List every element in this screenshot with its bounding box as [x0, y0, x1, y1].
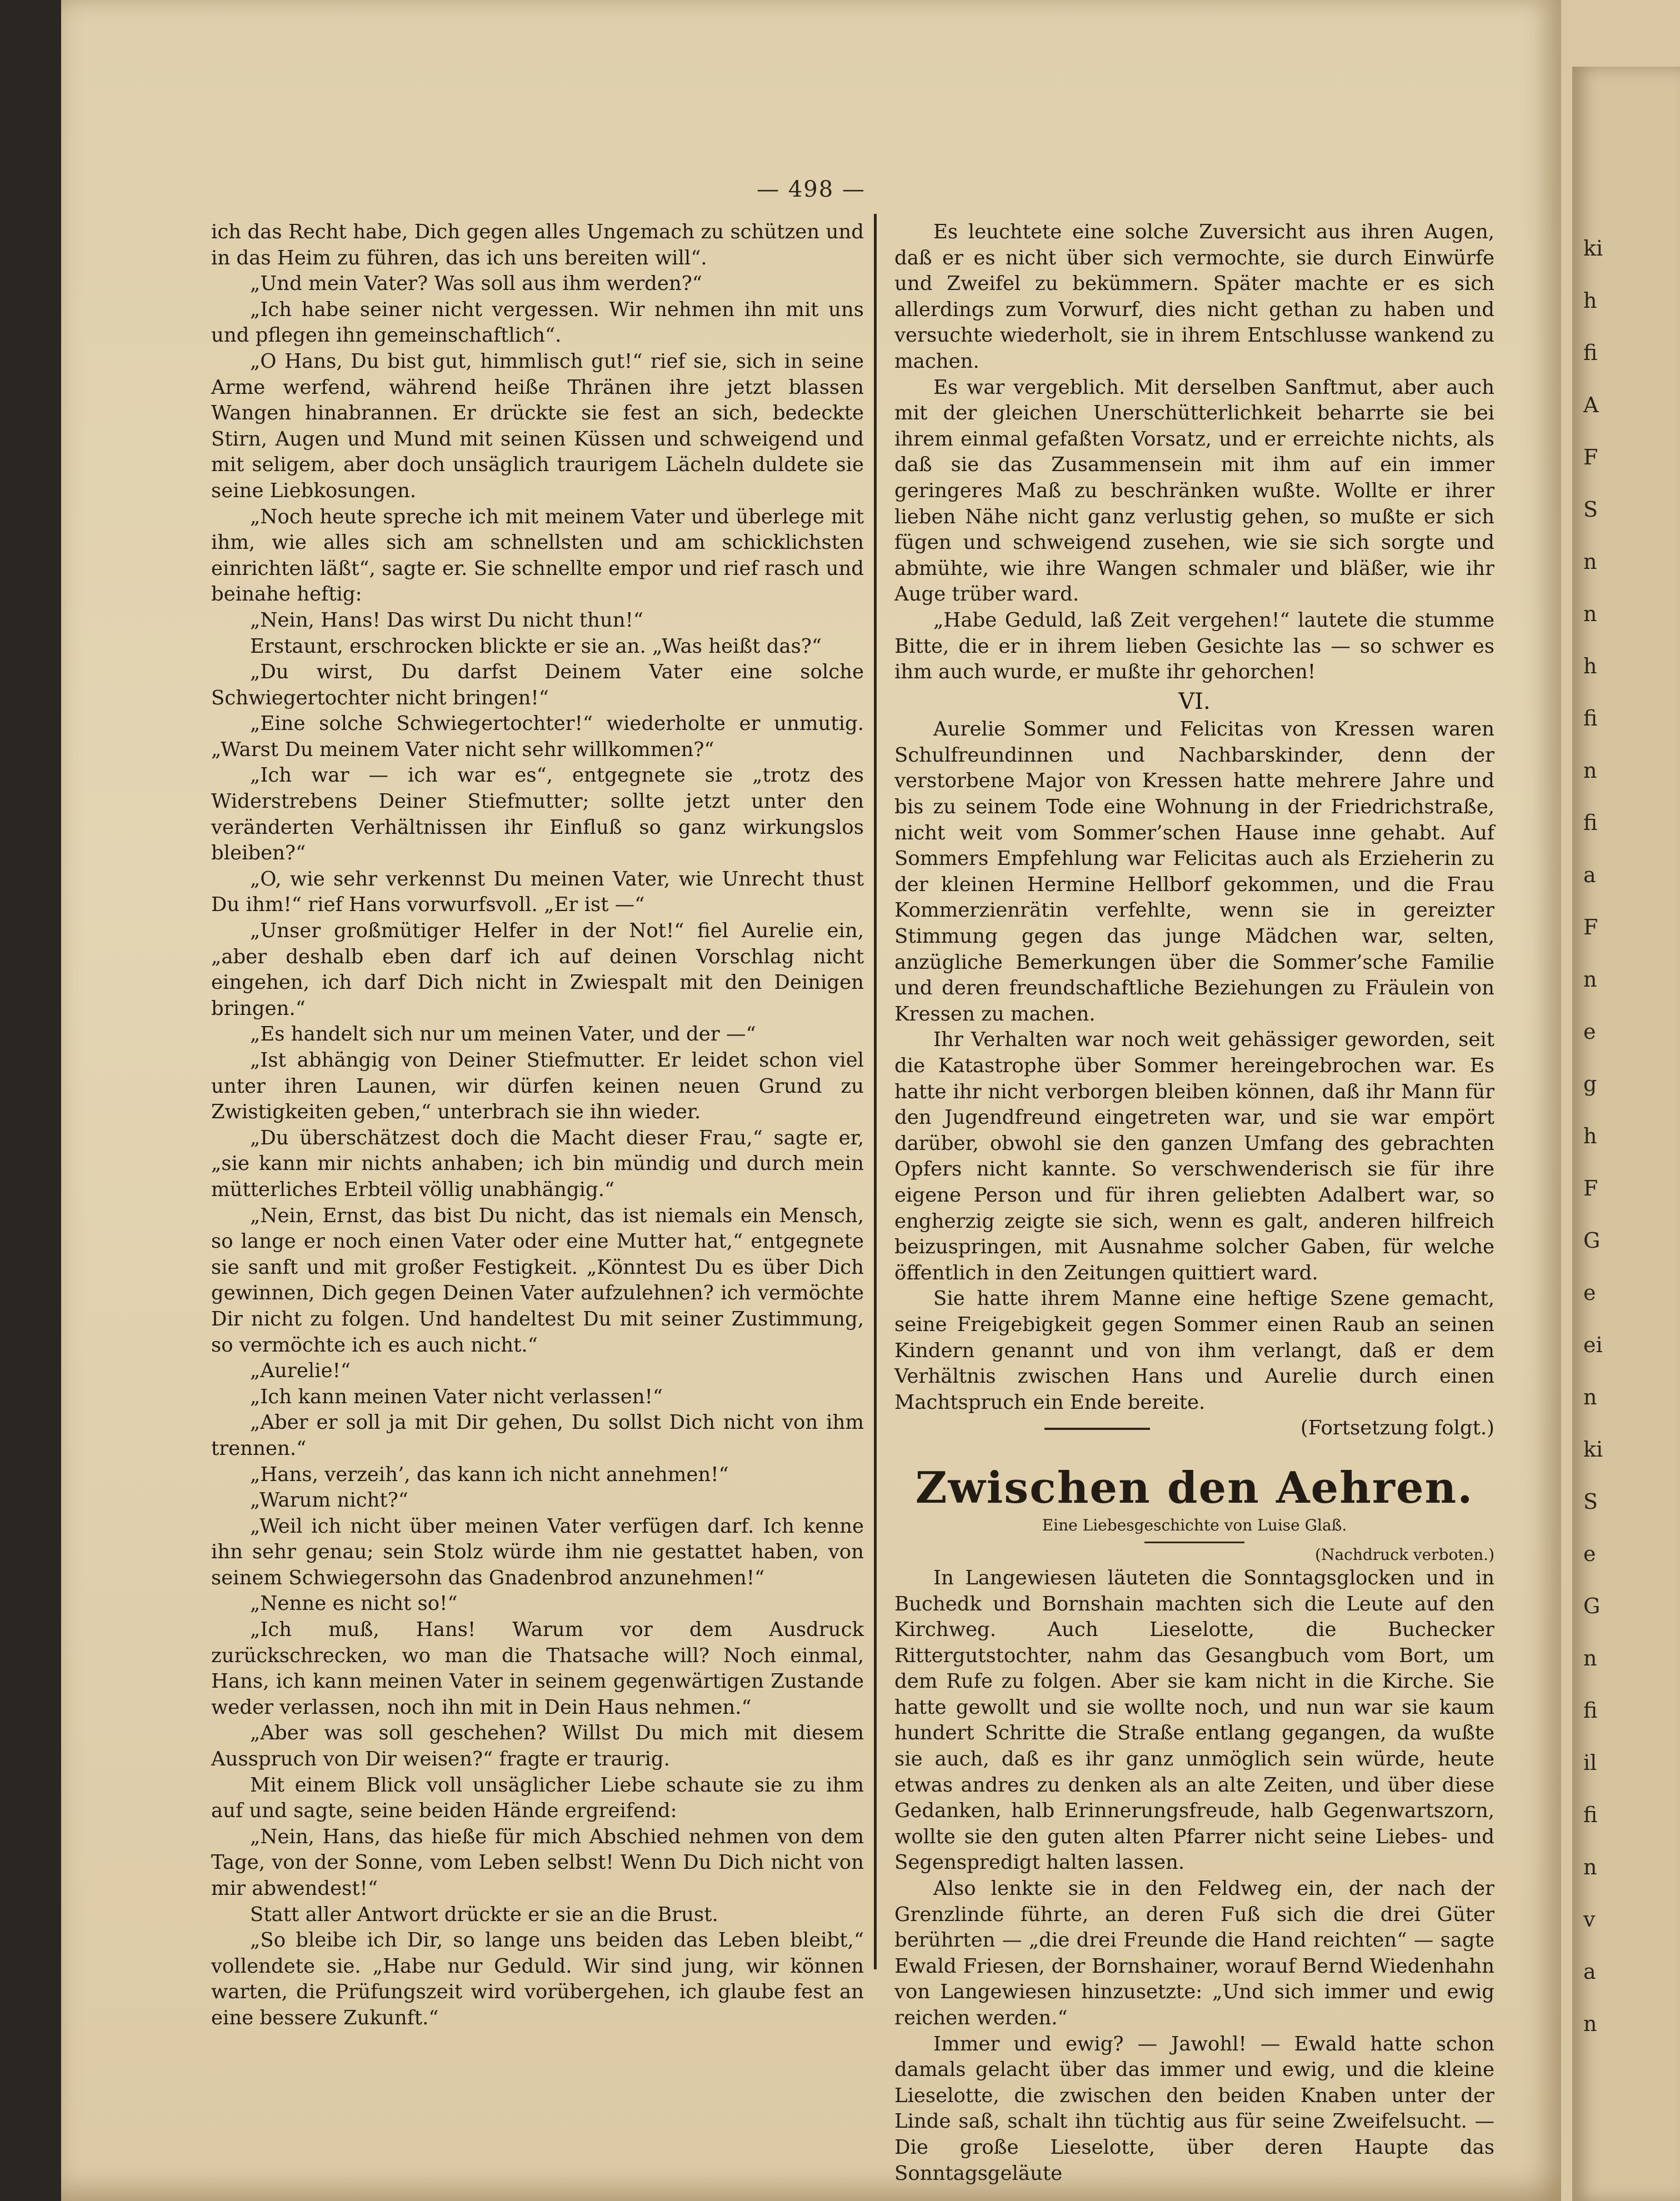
- paragraph: „Ich kann meinen Vater nicht verlassen!“: [250, 1385, 663, 1408]
- paragraph: „So bleibe ich Dir, so lange uns beiden das Leben bleibt,“ vollendete sie. „Habe nur Geduld. Wir sind jung, wir können warten, die Prüfungszeit wird vorübergehen, ich glaube fest an eine bessere Zukunft.“: [211, 1929, 864, 2029]
- paragraph: „Habe Geduld, laß Zeit vergehen!“ lautete die stumme Bitte, die er in ihrem lieben Gesichte las — so schwer es ihm auch wurde, er mußte ihr gehorchen!: [894, 608, 1494, 684]
- adjacent-page-fragment: S: [1583, 497, 1598, 522]
- adjacent-page-fragment: n: [1583, 1646, 1597, 1670]
- adjacent-page-fragment: F: [1583, 1176, 1598, 1200]
- adjacent-page-fragment: n: [1583, 967, 1597, 992]
- adjacent-page-fragment: ki: [1583, 236, 1603, 261]
- adjacent-page-fragment: v: [1583, 1907, 1596, 1932]
- paragraph: Mit einem Blick voll unsäglicher Liebe schaute sie zu ihm auf und sagte, seine beiden Hände ergreifend:: [211, 1773, 864, 1823]
- adjacent-page-fragment: n: [1583, 758, 1597, 783]
- story-body: [894, 1565, 1494, 2187]
- story-subtitle: Eine Liebesgeschichte von Luise Glaß.: [1042, 1515, 1347, 1534]
- adjacent-page-fragment: S: [1583, 1489, 1598, 1514]
- story-title: Zwischen den Aehren.: [915, 1462, 1474, 1513]
- paragraph: „Aber er soll ja mit Dir gehen, Du sollst Dich nicht von ihm trennen.“: [211, 1411, 864, 1460]
- paragraph: „Ist abhängig von Deiner Stiefmutter. Er leidet schon viel unter ihren Launen, wir dürfen keinen neuen Grund zu Zwistigkeiten geben,“ unterbrach sie ihn wieder.: [211, 1049, 864, 1124]
- adjacent-page-fragment: n: [1583, 1855, 1597, 1879]
- right-column: [894, 219, 1494, 2187]
- paragraph: Ihr Verhalten war noch weit gehässiger geworden, seit die Katastrophe über Sommer hereingebrochen war. Es hatte ihr nicht verborgen bleiben können, daß ihr Mann für den Jugendfreund eingetreten war, und sie war empört darüber, obwohl sie den ganzen Umfang des gebrachten Opfers nicht kannte. So verschwenderisch sie für ihre eigene Person und für ihren geliebten Adalbert war, so engherzig zeigte sie sich, wenn es galt, anderen hilfreich beizuspringen, mit Ausnahme solcher Gaben, für welche öffentlich in den Zeitungen quittiert ward.: [894, 1028, 1494, 1284]
- adjacent-page-fragment: fi: [1583, 341, 1598, 365]
- adjacent-page-fragment: e: [1583, 1280, 1596, 1305]
- adjacent-page-fragment: G: [1583, 1594, 1601, 1618]
- column-divider: [874, 214, 877, 1969]
- page-sheet: [61, 0, 1561, 2201]
- paragraph: „Ich war — ich war es“, entgegnete sie „trotz des Widerstrebens Deiner Stiefmutter; sollte jetzt unter den veränderten Verhältnissen ihr Einfluß so ganz wirkungslos bleiben?“: [211, 764, 864, 865]
- paragraph: „O, wie sehr verkennst Du meinen Vater, wie Unrecht thust Du ihm!“ rief Hans vorwurfsvoll. „Er ist —“: [211, 867, 864, 917]
- page-number: — 498 —: [757, 177, 866, 202]
- paragraph: In Langewiesen läuteten die Sonntagsglocken und in Buchedk und Bornshain machten sich die Leute auf den Kirchweg. Auch Lieselotte, die Buchecker Rittergutstochter, nahm das Gesangbuch vom Bort, um dem Rufe zu folgen. Aber sie kam nicht in die Kirche. Sie hatte gewollt und sie wollte noch, und nun war sie kaum hundert Schritte die Straße entlang gegangen, da wußte sie auch, daß es ihr ganz unmöglich sein würde, heute etwas andres zu denken als an alte Zeiten, und über diese Gedanken, halb Erinnerungsfreude, halb Gegenwartszorn, wollte sie den guten alten Pfarrer nicht seine Liebes- und Segenspredigt halten lassen.: [894, 1566, 1494, 1874]
- paragraph: „Nenne es nicht so!“: [250, 1592, 458, 1615]
- continuation-note: (Fortsetzung folgt.): [1300, 1417, 1494, 1440]
- paragraph: Statt aller Antwort drückte er sie an die Brust.: [250, 1903, 718, 1926]
- paragraph: „Nein, Hans, das hieße für mich Abschied nehmen von dem Tage, von der Sonne, vom Leben selbst! Wenn Du Dich nicht von mir abwendest!“: [211, 1825, 864, 1900]
- paragraph: Es war vergeblich. Mit derselben Sanftmut, aber auch mit der gleichen Unerschütterlichkeit beharrte sie bei ihrem einmal gefaßten Vorsatz, und er erreichte nichts, als daß sie das Zusammensein mit ihm auf ein immer geringeres Maß zu beschränken wußte. Wollte er ihrer lieben Nähe nicht ganz verlustig gehen, so mußte er sich fügen und schweigend zusehen, wie sie sich sorgte und abmühte, wie ihre Wangen schmaler und bläßer, wie ihr Auge trüber ward.: [894, 376, 1494, 606]
- adjacent-page-fragment: F: [1583, 915, 1598, 939]
- adjacent-page-fragment: n: [1583, 549, 1597, 574]
- paragraph: „Unser großmütiger Helfer in der Not!“ fiel Aurelie ein, „aber deshalb eben darf ich auf deinen Vorschlag nicht eingehen, ich darf Dich nicht in Zwiespalt mit den Deinigen bringen.“: [211, 919, 864, 1020]
- section-number: VI.: [1178, 688, 1211, 714]
- adjacent-page-fragment: fi: [1583, 811, 1598, 835]
- reprint-notice: (Nachdruck verboten.): [1315, 1545, 1494, 1564]
- adjacent-page-fragment: h: [1583, 288, 1597, 313]
- paragraph: „Eine solche Schwiegertochter!“ wiederholte er unmutig. „Warst Du meinem Vater nicht sehr willkommen?“: [211, 712, 864, 761]
- paragraph: „Hans, verzeih’, das kann ich nicht annehmen!“: [250, 1463, 729, 1486]
- adjacent-page-fragment: h: [1583, 654, 1597, 678]
- paragraph: Sie hatte ihrem Manne eine heftige Szene gemacht, seine Freigebigkeit gegen Sommer einen Raub an seinen Kindern genannt und von ihm verlangt, daß er dem Verhältnis zwischen Hans und Aurelie durch einen Machtspruch ein Ende bereite.: [894, 1287, 1494, 1414]
- adjacent-page-fragment: F: [1583, 445, 1598, 469]
- paragraph: „Nein, Ernst, das bist Du nicht, das ist niemals ein Mensch, so lange er noch einen Vater oder eine Mutter hat,“ entgegnete sie sanft und mit großer Festigkeit. „Könntest Du es über Dich gewinnen, Dich gegen Deinen Vater aufzulehnen? ich vermöchte Dir nicht zu folgen. Und handeltest Du mit seiner Zustimmung, so vermöchte ich es auch nicht.“: [211, 1204, 864, 1357]
- paragraph: „Nein, Hans! Das wirst Du nicht thun!“: [250, 608, 644, 632]
- right-column-top-text: [894, 219, 1494, 686]
- paragraph: „Noch heute spreche ich mit meinem Vater und überlege mit ihm, wie alles sich am schnellsten und am schicklichsten einrichten läßt“, sagte er. Sie schnellte empor und rief rasch und beinahe heftig:: [211, 505, 864, 606]
- adjacent-page-fragment: fi: [1583, 706, 1598, 731]
- adjacent-page-fragment: A: [1583, 393, 1599, 417]
- continuation-line: [894, 1415, 1494, 1442]
- adjacent-page-fragment: e: [1583, 1542, 1596, 1566]
- paragraph: „Du überschätzest doch die Macht dieser Frau,“ sagte er, „sie kann mir nichts anhaben; ich bin mündig und durch mein mütterliches Erbteil völlig unabhängig.“: [211, 1126, 864, 1201]
- paragraph: „Du wirst, Du darfst Deinem Vater eine solche Schwiegertochter nicht bringen!“: [211, 661, 864, 709]
- adjacent-page-fragment: ei: [1583, 1333, 1603, 1357]
- paragraph: Aurelie Sommer und Felicitas von Kressen waren Schulfreundinnen und Nachbarskinder, denn der verstorbene Major von Kressen hatte mehrere Jahre und bis zu seinem Tode eine Wohnung in der Friedrichstraße, nicht weit vom Sommer’schen Hause inne gehabt. Auf Sommers Empfehlung war Felicitas auch als Erzieherin zu der kleinen Hermine Hellborf gekommen, und die Frau Kommerzienrätin verfehlte, wenn sie in gereizter Stimmung gegen das junge Mädchen war, selten, anzügliche Bemerkungen über die Sommer’sche Familie und deren freundschaftliche Beziehungen zu Fräulein von Kressen zu machen.: [894, 718, 1494, 1026]
- paragraph: „Ich muß, Hans! Warum vor dem Ausdruck zurückschrecken, wo man die Thatsache will? Noch einmal, Hans, ich kann meinen Vater in seinem gegenwärtigen Zustande weder verlassen, noch ihn mit in Dein Haus nehmen.“: [211, 1618, 864, 1719]
- paragraph: Immer und ewig? — Jawohl! — Ewald hatte schon damals gelacht über das immer und ewig, und die kleine Lieselotte, die zwischen den beiden Knaben unter der Linde saß, schalt ihn tüchtig aus für seine Zweifelsucht. — Die große Lieselotte, über deren Haupte das Sonntagsgeläute: [894, 2032, 1494, 2185]
- short-rule: [1044, 1428, 1150, 1430]
- paragraph: „Weil ich nicht über meinen Vater verfügen darf. Ich kenne ihn sehr genau; sein Stolz würde ihm nie gestattet haben, von seinem Schwiegersohn das Gnadenbrod anzunehmen!“: [211, 1514, 864, 1589]
- adjacent-page-fragment: fi: [1583, 1698, 1598, 1723]
- adjacent-page-fragment: G: [1583, 1228, 1601, 1253]
- paragraph: ich das Recht habe, Dich gegen alles Ungemach zu schützen und in das Heim zu führen, das ich uns bereiten will“.: [211, 221, 864, 269]
- adjacent-page-fragment: n: [1583, 602, 1597, 626]
- paragraph: Erstaunt, erschrocken blickte er sie an. „Was heißt das?“: [250, 634, 822, 658]
- paragraph: „Es handelt sich nur um meinen Vater, und der —“: [250, 1023, 756, 1046]
- adjacent-page-edge: [1572, 67, 1680, 2201]
- paragraph: „Ich habe seiner nicht vergessen. Wir nehmen ihn mit uns und pflegen ihn gemeinschaftlich“.: [211, 298, 864, 347]
- adjacent-page-fragment: ki: [1583, 1437, 1603, 1462]
- paragraph: Es leuchtete eine solche Zuversicht aus ihren Augen, daß er es nicht über sich vermochte, sie durch Einwürfe und Zweifel zu bekümmern. Später machte er es sich allerdings zum Vorwurf, dies nicht gethan zu haben und versuchte wiederholt, sie in ihrem Entschlusse wankend zu machen.: [894, 221, 1494, 373]
- adjacent-page-fragment: n: [1583, 1385, 1597, 1409]
- paragraph: „Aber was soll geschehen? Willst Du mich mit diesem Ausspruch von Dir weisen?“ fragte er traurig.: [211, 1722, 864, 1771]
- adjacent-page-fragment: e: [1583, 1019, 1596, 1044]
- adjacent-page-fragment: g: [1583, 1072, 1597, 1096]
- adjacent-page-fragment: h: [1583, 1124, 1597, 1148]
- paragraph: „Und mein Vater? Was soll aus ihm werden?“: [250, 272, 702, 296]
- adjacent-page-fragment: a: [1583, 1959, 1596, 1984]
- paragraph: Also lenkte sie in den Feldweg ein, der nach der Grenzlinde führte, an deren Fuß sich die drei Güter berührten — „die drei Freunde die Hand reichten“ — sagte Ewald Friesen, der Bornshainer, worauf Bernd Wiedenhahn von Langewiesen hinzusetzte: „Und sich immer und ewig reichen werden.“: [894, 1877, 1494, 2029]
- adjacent-page-fragment: il: [1583, 1750, 1597, 1775]
- left-column: [211, 219, 864, 2032]
- section-six-text: [894, 717, 1494, 1415]
- paragraph: „Aurelie!“: [250, 1359, 351, 1383]
- title-rule: [1144, 1542, 1244, 1543]
- adjacent-page-fragment: n: [1583, 2012, 1597, 2036]
- paragraph: „O Hans, Du bist gut, himmlisch gut!“ rief sie, sich in seine Arme werfend, während heiße Thränen ihre jetzt blassen Wangen hinabrannen. Er drückte sie fest an sich, bedeckte Stirn, Augen und Mund mit seinen Küssen und schweigend und mit seligem, aber doch unsäglich traurigem Lächeln duldete sie seine Liebkosungen.: [211, 349, 864, 502]
- adjacent-page-fragment: fi: [1583, 1803, 1598, 1827]
- paragraph: „Warum nicht?“: [250, 1489, 408, 1512]
- adjacent-page-fragment: a: [1583, 863, 1596, 887]
